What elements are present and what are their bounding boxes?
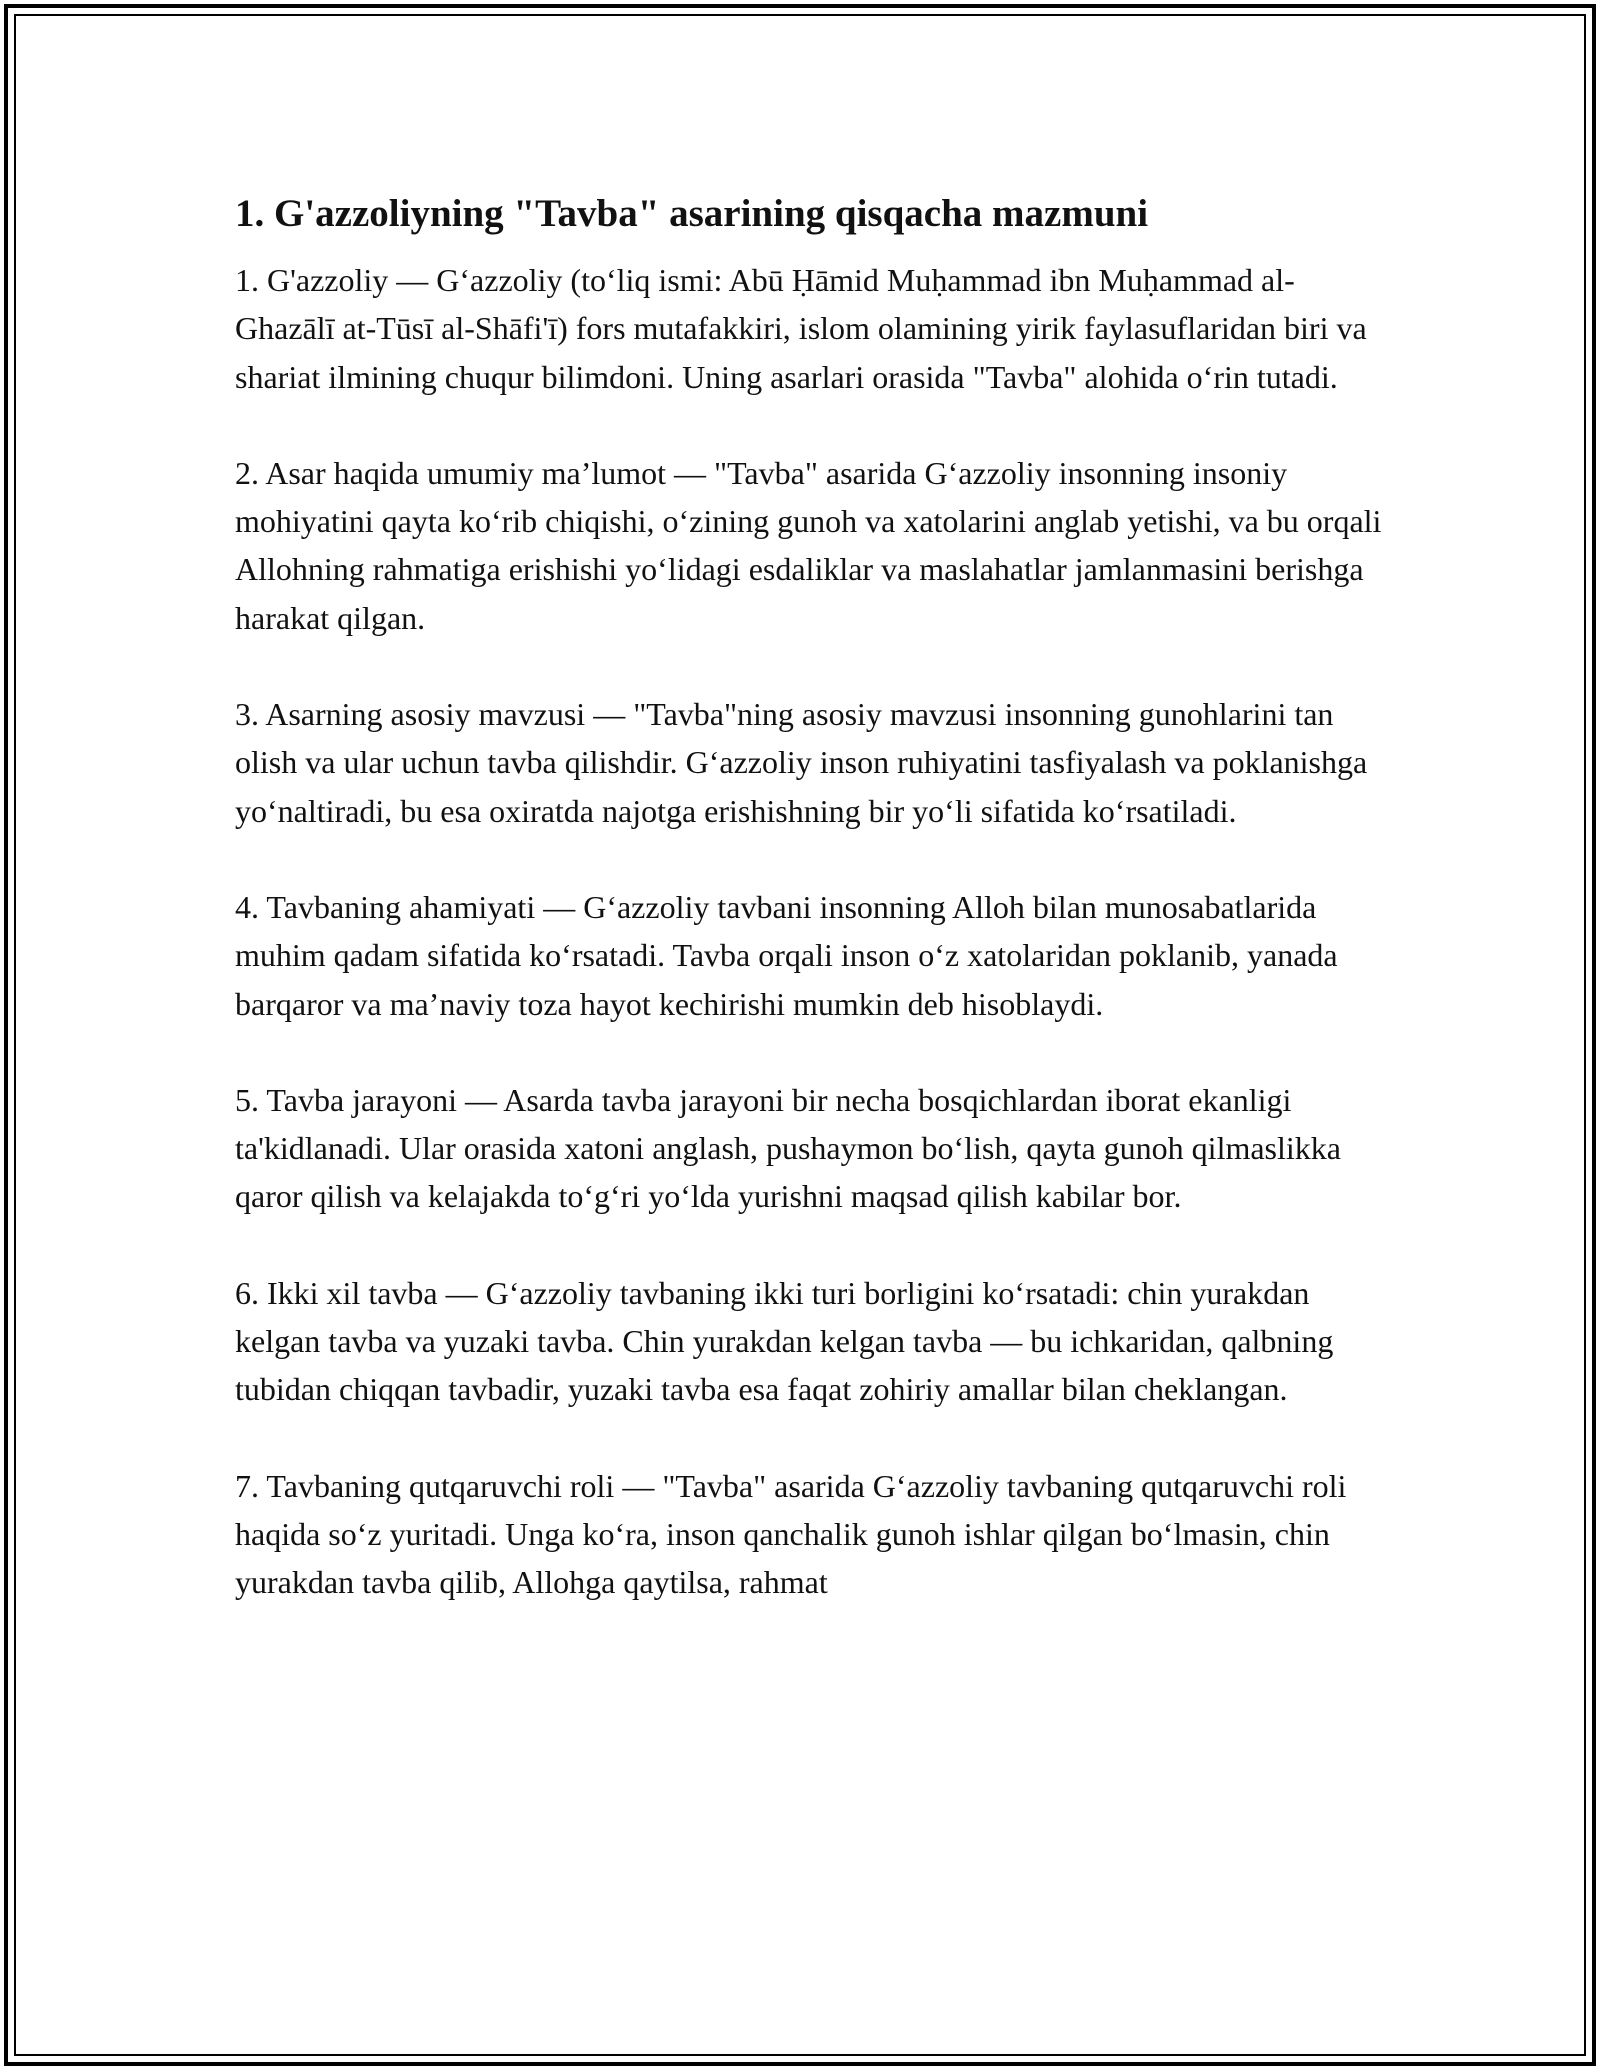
paragraph-2: 2. Asar haqida umumiy ma’lumot — "Tavba" asarida G‘azzoliy insonning insoniy mohiyatini qayta ko‘rib chiqishi, o‘zining gunoh va xatolarini anglab yetishi, va bu orqali Allohning rahmatiga erishishi yo‘lidagi esdaliklar va maslahatlar jamlanmasini berishga harakat qilgan. <box>235 454 1382 636</box>
paragraph-1: 1. G'azzoliy — G‘azzoliy (to‘liq ismi: Abū Ḥāmid Muḥammad ibn Muḥammad al-Ghazālī at-Tūsī al-Shāfi'ī) fors mutafakkiri, islom olamining yirik faylasuflaridan biri va shariat ilmining chuqur bilimdoni. Uning asarlari orasida "Tavba" alohida o‘rin tutadi. <box>235 262 1367 395</box>
paragraph-7: 7. Tavbaning qutqaruvchi roli — "Tavba" asarida G‘azzoliy tavbaning qutqaruvchi roli haqida so‘z yuritadi. Unga ko‘ra, inson qanchalik gunoh ishlar qilgan bo‘lmasin, chin yurakdan tavba qilib, Allohga qaytilsa, rahmat <box>235 1467 1347 1601</box>
paragraph-5: 5. Tavba jarayoni — Asarda tavba jarayoni bir necha bosqichlardan iborat ekanligi ta'kidlanadi. Ular orasida xatoni anglash, pushaymon bo‘lish, qayta gunoh qilmaslikka qaror qilish va kelajakda to‘g‘ri yo‘lda yurishni maqsad qilish kabilar bor. <box>235 1081 1341 1215</box>
paragraph-4: 4. Tavbaning ahamiyati — G‘azzoliy tavbani insonning Alloh bilan munosabatlarida muhim qadam sifatida ko‘rsatadi. Tavba orqali inson o‘z xatolaridan poklanib, yanada barqaror va ma’naviy toza hayot kechirishi mumkin deb hisoblaydi. <box>235 888 1338 1022</box>
paragraph-3: 3. Asarning asosiy mavzusi — "Tavba"ning asosiy mavzusi insonning gunohlarini tan olish va ular uchun tavba qilishdir. G‘azzoliy inson ruhiyatini tasfiyalash va poklanishga yo‘naltiradi, bu esa oxiratda najotga erishishning bir yo‘li sifatida ko‘rsatiladi. <box>235 696 1368 829</box>
paragraph-6: 6. Ikki xil tavba — G‘azzoliy tavbaning ikki turi borligini ko‘rsatadi: chin yurakdan kelgan tavba va yuzaki tavba. Chin yurakdan kelgan tavba — bu ichkaridan, qalbning tubidan chiqqan tavbadir, yuzaki tavba esa faqat zohiriy amallar bilan cheklangan. <box>235 1274 1334 1408</box>
document-title: 1. G'azzoliyning "Tavba" asarining qisqacha mazmuni <box>235 192 1149 235</box>
document-body <box>235 188 1385 1655</box>
